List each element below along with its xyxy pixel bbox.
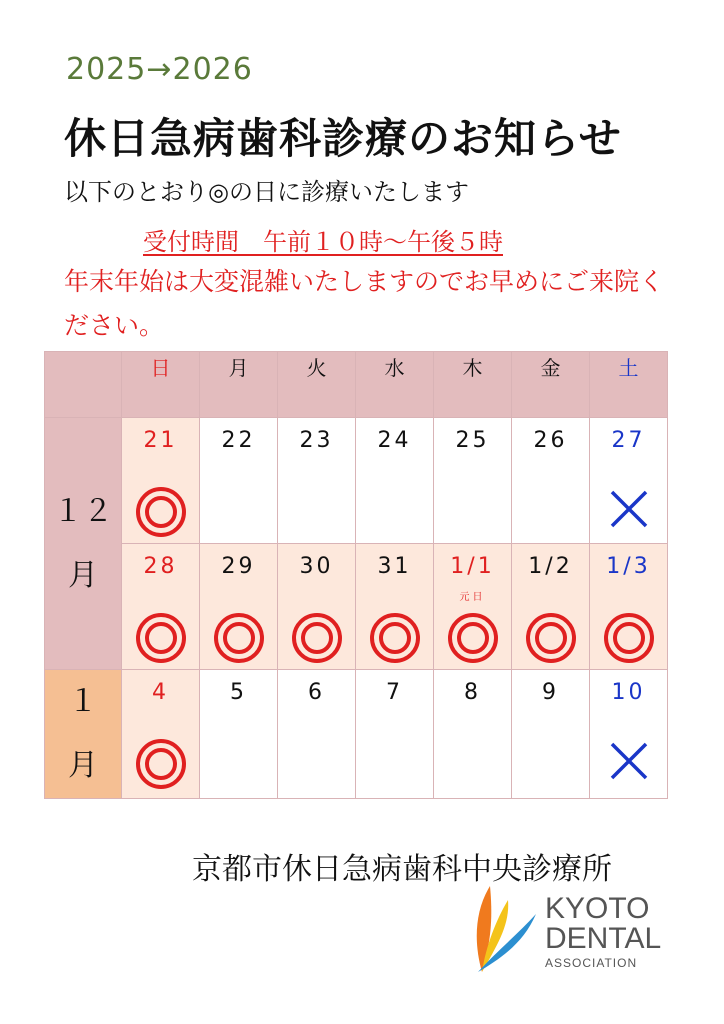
day-number: 1/2: [528, 554, 573, 579]
month-label: [45, 418, 122, 670]
open-double-circle-icon: [603, 612, 655, 664]
open-double-circle-icon: [213, 612, 265, 664]
day-number: 22: [221, 428, 256, 453]
month-char: 月: [68, 748, 98, 783]
day-cell: [200, 544, 278, 670]
day-cell: [122, 544, 200, 670]
page-title: 休日急病歯科診療のお知らせ: [64, 114, 622, 163]
day-cell: [278, 544, 356, 670]
day-cell: [122, 418, 200, 544]
day-cell: [200, 670, 278, 799]
logo-line-kyoto: KYOTO: [545, 892, 650, 925]
day-number: 4: [152, 680, 169, 705]
month-number: １２: [53, 493, 113, 529]
day-cell: [278, 670, 356, 799]
day-number: 21: [143, 428, 178, 453]
day-cell: [356, 544, 434, 670]
kyoto-dental-logo-icon: [468, 884, 538, 974]
intro-text: 以下のとおり◎の日に診療いたします: [64, 178, 469, 206]
day-cell: [590, 544, 668, 670]
closed-cross-icon: [610, 742, 648, 780]
day-number: 9: [542, 680, 559, 705]
open-double-circle-icon: [447, 612, 499, 664]
logo-line-association: ASSOCIATION: [545, 956, 638, 970]
header-corner: [45, 352, 122, 418]
day-number: 1/3: [606, 554, 651, 579]
day-cell: [434, 544, 512, 670]
open-double-circle-icon: [135, 486, 187, 538]
holiday-note: 元日: [459, 592, 486, 603]
day-number: 24: [377, 428, 412, 453]
day-cell: [512, 670, 590, 799]
day-cell: [512, 418, 590, 544]
weekday-header: 土: [590, 352, 668, 418]
day-cell: [278, 418, 356, 544]
open-double-circle-icon: [135, 738, 187, 790]
day-number: 6: [308, 680, 325, 705]
logo-wordmark: [545, 894, 661, 969]
day-cell: [200, 418, 278, 544]
day-number: 30: [299, 554, 334, 579]
day-number: 25: [455, 428, 490, 453]
day-cell: [356, 670, 434, 799]
congestion-notice: 年末年始は大変混雑いたしますのでお早めにご来院ください。: [64, 267, 665, 340]
closed-cross-icon: [610, 490, 648, 528]
day-number: 7: [386, 680, 403, 705]
day-cell: [434, 418, 512, 544]
day-number: 31: [377, 554, 412, 579]
month-number: １: [68, 684, 98, 719]
day-cell: [434, 670, 512, 799]
weekday-header: 金: [512, 352, 590, 418]
weekday-header: 木: [434, 352, 512, 418]
day-number: 29: [221, 554, 256, 579]
day-number: 1/1: [450, 554, 495, 579]
logo-line-dental: DENTAL: [545, 922, 662, 955]
clinic-name: 京都市休日急病歯科中央診療所: [192, 852, 612, 887]
open-double-circle-icon: [369, 612, 421, 664]
day-number: 26: [533, 428, 568, 453]
day-cell: [590, 670, 668, 799]
month-char: 月: [68, 557, 98, 593]
day-cell: [512, 544, 590, 670]
month-label: [45, 670, 122, 799]
calendar-table: [44, 351, 668, 799]
open-double-circle-icon: [291, 612, 343, 664]
year-range: 2025→2026: [66, 52, 253, 87]
weekday-header: 火: [278, 352, 356, 418]
day-cell: [590, 418, 668, 544]
weekday-header: 水: [356, 352, 434, 418]
day-number: 28: [143, 554, 178, 579]
weekday-header: 日: [122, 352, 200, 418]
open-double-circle-icon: [135, 612, 187, 664]
day-number: 10: [611, 680, 646, 705]
day-cell: [356, 418, 434, 544]
reception-hours: 受付時間 午前１０時～午後５時: [143, 228, 503, 256]
weekday-header: 月: [200, 352, 278, 418]
day-number: 5: [230, 680, 247, 705]
open-double-circle-icon: [525, 612, 577, 664]
day-cell: [122, 670, 200, 799]
day-number: 8: [464, 680, 481, 705]
day-number: 27: [611, 428, 646, 453]
day-number: 23: [299, 428, 334, 453]
